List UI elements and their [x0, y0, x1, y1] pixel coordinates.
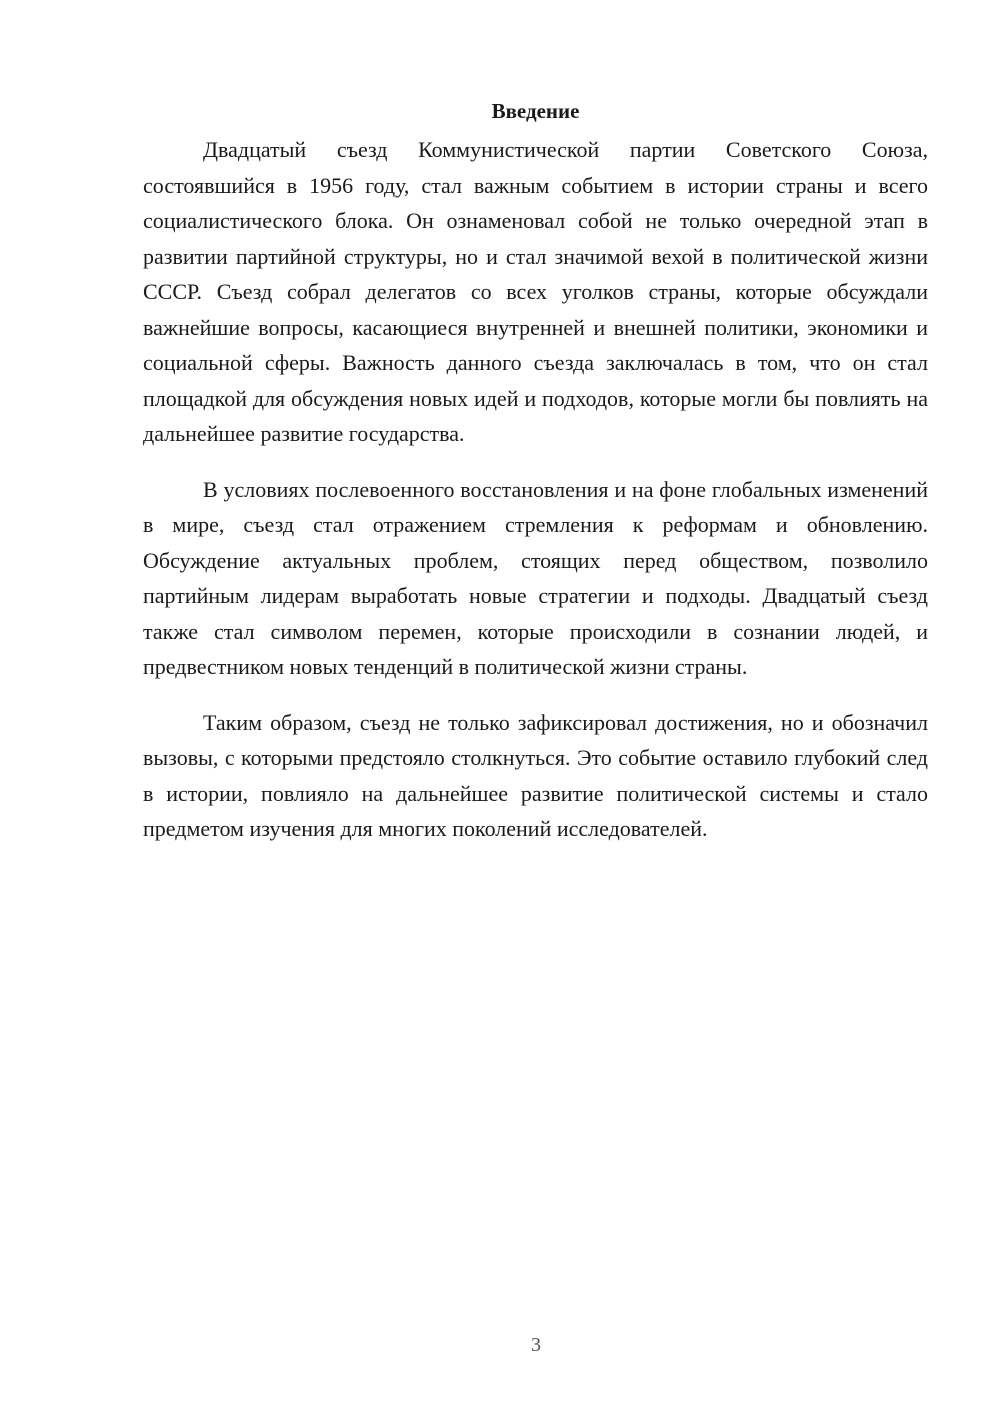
page-number: 3	[531, 1334, 541, 1356]
paragraph-3: Таким образом, съезд не только зафиксировал достижения, но и обозначил вызовы, с которыми предстояло столкнуться. Это событие оставило глубокий след в истории, повлияло на дальнейшее развитие политической системы и стало предметом изучения для многих поколений исследователей.	[143, 709, 928, 841]
page-content	[143, 96, 928, 847]
paragraph-2: В условиях послевоенного восстановления и на фоне глобальных изменений в мире, съезд стал отражением стремления к реформам и обновлению. Обсуждение актуальных проблем, стоящих перед обществом, позволило партийным лидерам выработать новые стратегии и подходы. Двадцатый съезд также стал символом перемен, которые происходили в сознании людей, и предвестником новых тенденций в политической жизни страны.	[143, 476, 928, 679]
paragraph-1: Двадцатый съезд Коммунистической партии Советского Союза, состоявшийся в 1956 году, стал важным событием в истории страны и всего социалистического блока. Он ознаменовал собой не только очередной этап в развитии партийной структуры, но и стал значимой вехой в политической жизни СССР. Съезд собрал делегатов со всех уголков страны, которые обсуждали важнейшие вопросы, касающиеся внутренней и внешней политики, экономики и социальной сферы. Важность данного съезда заключалась в том, что он стал площадкой для обсуждения новых идей и подходов, которые могли бы повлиять на дальнейшее развитие государства.	[143, 137, 928, 446]
section-heading: Введение	[491, 99, 580, 123]
